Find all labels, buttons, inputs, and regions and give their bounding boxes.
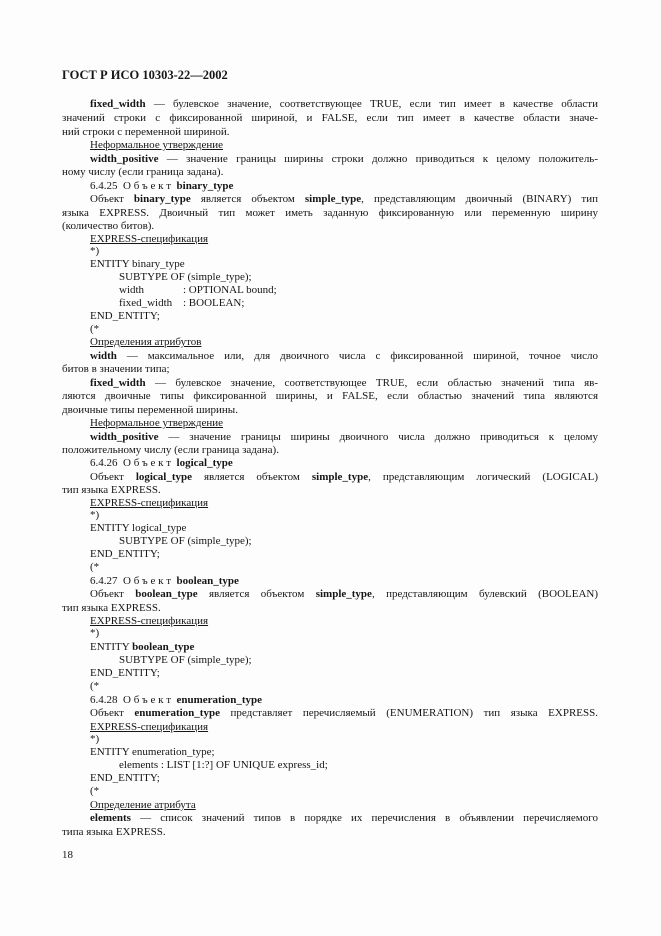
subheading-text: Определение атрибута (90, 799, 196, 811)
entity-name: logical_type (176, 457, 233, 469)
text-line: (количество битов). (62, 220, 155, 232)
text-line (90, 349, 598, 363)
subheading (90, 416, 598, 430)
section-heading (90, 456, 598, 470)
section-number: 6.4.28 О б ъ е к т (90, 694, 177, 706)
page-number: 18 (62, 849, 73, 861)
term: binary_type (133, 193, 191, 205)
text-line: типа языка EXPRESS. (62, 826, 166, 838)
section-number: 6.4.26 О б ъ е к т (90, 457, 177, 469)
text-line: тип языка EXPRESS. (62, 484, 161, 496)
code-line: (* (90, 561, 100, 573)
text-line (90, 192, 598, 206)
entity-name: boolean_type (176, 575, 239, 587)
code-line: ENTITY logical_type (90, 522, 187, 534)
code-line: *) (90, 733, 100, 745)
term: width_positive (90, 431, 159, 443)
subheading-text: Неформальное утверждение (90, 417, 223, 429)
code-line: END_ENTITY; (90, 548, 160, 560)
code-line (119, 296, 598, 310)
text-line: ному числу (если граница задана). (62, 166, 224, 178)
text: Объект (90, 588, 136, 600)
term: elements (90, 812, 131, 824)
text-line: тип языка EXPRESS. (62, 602, 161, 614)
text: — булевское значение, соответствующее TRUE, если областью значений типа яв- (145, 377, 598, 389)
text-line (90, 811, 598, 825)
text: Объект (90, 707, 135, 719)
text-line: значений строки с фиксированной шириной, и FALSE, если тип имеет в качестве области значе- (62, 112, 598, 124)
text: — максимальное или, для двоичного числа с фиксированной шириной, точное число (116, 350, 598, 362)
term: width (90, 350, 117, 362)
attribute-name: fixed_width (119, 297, 173, 309)
subheading-text: EXPRESS-спецификация (90, 721, 209, 733)
text: — булевское значение, соответствующее TRUE, если тип имеет в качестве области (145, 98, 598, 110)
code-line: SUBTYPE OF (simple_type); (119, 535, 252, 547)
term: simple_type (311, 471, 369, 483)
text-line (90, 430, 598, 444)
term: width_positive (90, 153, 159, 165)
text-line (90, 152, 598, 166)
text: является объектом (192, 471, 312, 483)
entity-name: boolean_type (132, 641, 195, 653)
text-line: положительному числу (если граница задана). (62, 444, 279, 456)
document-header: ГОСТ Р ИСО 10303-22—2002 (62, 68, 228, 82)
text-line (90, 470, 598, 484)
text: Объект (90, 471, 136, 483)
subheading (90, 798, 598, 812)
attribute-name: width (119, 284, 145, 296)
subheading-text: Неформальное утверждение (90, 139, 223, 151)
term: simple_type (315, 588, 372, 600)
section-heading (90, 693, 598, 707)
attribute-type: : BOOLEAN; (183, 297, 245, 309)
text: представляет перечисляемый (ENUMERATION) тип языка EXPRESS. (219, 707, 598, 719)
term: enumeration_type (134, 707, 220, 719)
text-line: ний строки с переменной шириной. (62, 126, 230, 138)
subheading-text: EXPRESS-спецификация (90, 497, 209, 509)
code-line (119, 283, 598, 297)
text: — список значений типов в порядке их перечисления в объявлении перечисляемого (130, 812, 598, 824)
code-line: END_ENTITY; (90, 667, 160, 679)
code-line: END_ENTITY; (90, 310, 160, 322)
section-number: 6.4.27 О б ъ е к т (90, 575, 177, 587)
subheading-text: Определения атрибутов (90, 336, 202, 348)
code-line: *) (90, 627, 100, 639)
text-line (90, 587, 598, 601)
section-heading (90, 179, 598, 193)
term: logical_type (135, 471, 193, 483)
text: — значение границы ширины строки должно приводиться к целому положитель- (158, 153, 598, 165)
code-line: *) (90, 245, 100, 257)
text: , представляющим булевский (BOOLEAN) (371, 588, 598, 600)
text-line: ляются двоичные типы фиксированной ширины, и FALSE, если областью значений типа являются (62, 390, 598, 402)
text-line: двоичные типы переменной ширины. (62, 404, 238, 416)
code-line: ENTITY binary_type (90, 258, 185, 270)
code-line: ENTITY enumeration_type; (90, 746, 215, 758)
attribute-type: : OPTIONAL bound; (183, 284, 277, 296)
code-line (90, 640, 598, 654)
section-heading (90, 574, 598, 588)
text-line: языка EXPRESS. Двоичный тип может иметь заданную фиксированную или переменную ширину (62, 207, 598, 219)
text-line (90, 706, 598, 720)
code-line: elements : LIST [1:?] OF UNIQUE express_id; (119, 759, 328, 771)
subheading-text: EXPRESS-спецификация (90, 615, 209, 627)
term: fixed_width (90, 98, 146, 110)
text-line (90, 97, 598, 111)
subheading (90, 138, 598, 152)
code-line: *) (90, 509, 100, 521)
entity-name: enumeration_type (176, 694, 263, 706)
term: boolean_type (135, 588, 198, 600)
subheading (90, 335, 598, 349)
text: , представляющим двоичный (BINARY) тип (361, 193, 598, 205)
code-line: (* (90, 323, 100, 335)
section-number: 6.4.25 О б ъ е к т (90, 180, 177, 192)
text-line: битов в значении типа; (62, 363, 170, 375)
term: fixed_width (90, 377, 146, 389)
subheading-text: EXPRESS-спецификация (90, 233, 209, 245)
code-line: (* (90, 680, 100, 692)
text: , представляющим логический (LOGICAL) (368, 471, 598, 483)
text: Объект (90, 193, 134, 205)
term: simple_type (304, 193, 362, 205)
entity-name: binary_type (176, 180, 234, 192)
text-line (90, 376, 598, 390)
code-line: END_ENTITY; (90, 772, 160, 784)
code-line: (* (90, 785, 100, 797)
keyword: ENTITY (90, 641, 133, 653)
code-line: SUBTYPE OF (simple_type); (119, 271, 252, 283)
text: является объектом (197, 588, 316, 600)
text: — значение границы ширины двоичного числа должно приводиться к целому (158, 431, 598, 443)
text: является объектом (190, 193, 305, 205)
code-line: SUBTYPE OF (simple_type); (119, 654, 252, 666)
